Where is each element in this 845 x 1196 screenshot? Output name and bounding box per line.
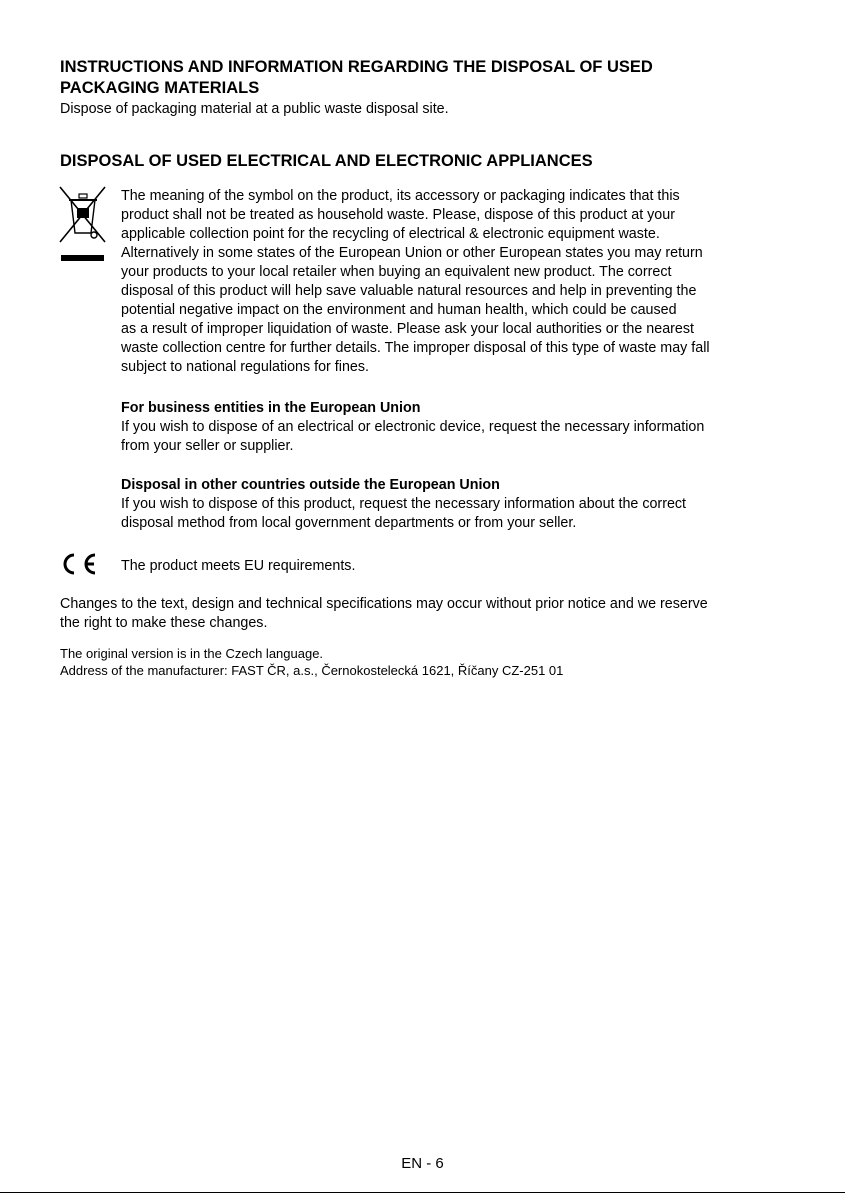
weee-line-4: Alternatively in some states of the European Union or other European states you may return bbox=[121, 245, 703, 261]
business-line-2: from your seller or supplier. bbox=[121, 438, 294, 454]
weee-line-5: your products to your local retailer when buying an equivalent new product. The correct bbox=[121, 264, 672, 280]
crossed-out-wheelie-bin-icon bbox=[58, 184, 108, 269]
weee-line-10: subject to national regulations for fines. bbox=[121, 359, 369, 375]
business-line-1: If you wish to dispose of an electrical or electronic device, request the necessary information bbox=[121, 419, 705, 435]
weee-line-2: product shall not be treated as household waste. Please, dispose of this product at your bbox=[121, 207, 675, 223]
packaging-heading-line1: INSTRUCTIONS AND INFORMATION REGARDING THE DISPOSAL OF USED bbox=[60, 58, 653, 76]
packaging-heading-line2: PACKAGING MATERIALS bbox=[60, 79, 260, 97]
business-heading: For business entities in the European Union bbox=[121, 400, 421, 416]
page-number: EN - 6 bbox=[401, 1155, 444, 1172]
other-countries-line-2: disposal method from local government departments or from your seller. bbox=[121, 515, 577, 531]
other-countries-line-1: If you wish to dispose of this product, request the necessary information about the correct bbox=[121, 496, 687, 512]
weee-line-1: The meaning of the symbol on the product, its accessory or packaging indicates that this bbox=[121, 188, 680, 204]
footer-divider bbox=[0, 1192, 845, 1193]
original-version-line: The original version is in the Czech language. bbox=[60, 646, 324, 661]
weee-line-3: applicable collection point for the recycling of electrical & electronic equipment waste. bbox=[121, 226, 660, 242]
other-countries-heading: Disposal in other countries outside the European Union bbox=[121, 477, 500, 493]
ce-text: The product meets EU requirements. bbox=[121, 558, 356, 574]
weee-line-9: waste collection centre for further details. The improper disposal of this type of waste may fall bbox=[121, 340, 710, 356]
weee-line-7: potential negative impact on the environment and human health, which could be caused bbox=[121, 302, 677, 318]
weee-heading: DISPOSAL OF USED ELECTRICAL AND ELECTRONIC APPLIANCES bbox=[60, 152, 593, 170]
changes-line-2: the right to make these changes. bbox=[60, 615, 268, 631]
weee-line-6: disposal of this product will help save valuable natural resources and help in preventing the bbox=[121, 283, 697, 299]
weee-line-8: as a result of improper liquidation of waste. Please ask your local authorities or the nearest bbox=[121, 321, 694, 337]
ce-mark-icon bbox=[59, 552, 99, 581]
packaging-text: Dispose of packaging material at a public waste disposal site. bbox=[60, 101, 449, 117]
manufacturer-address-line: Address of the manufacturer: FAST ČR, a.s., Černokostelecká 1621, Říčany CZ-251 01 bbox=[60, 663, 564, 678]
changes-line-1: Changes to the text, design and technical specifications may occur without prior notice and we reserve bbox=[60, 596, 708, 612]
